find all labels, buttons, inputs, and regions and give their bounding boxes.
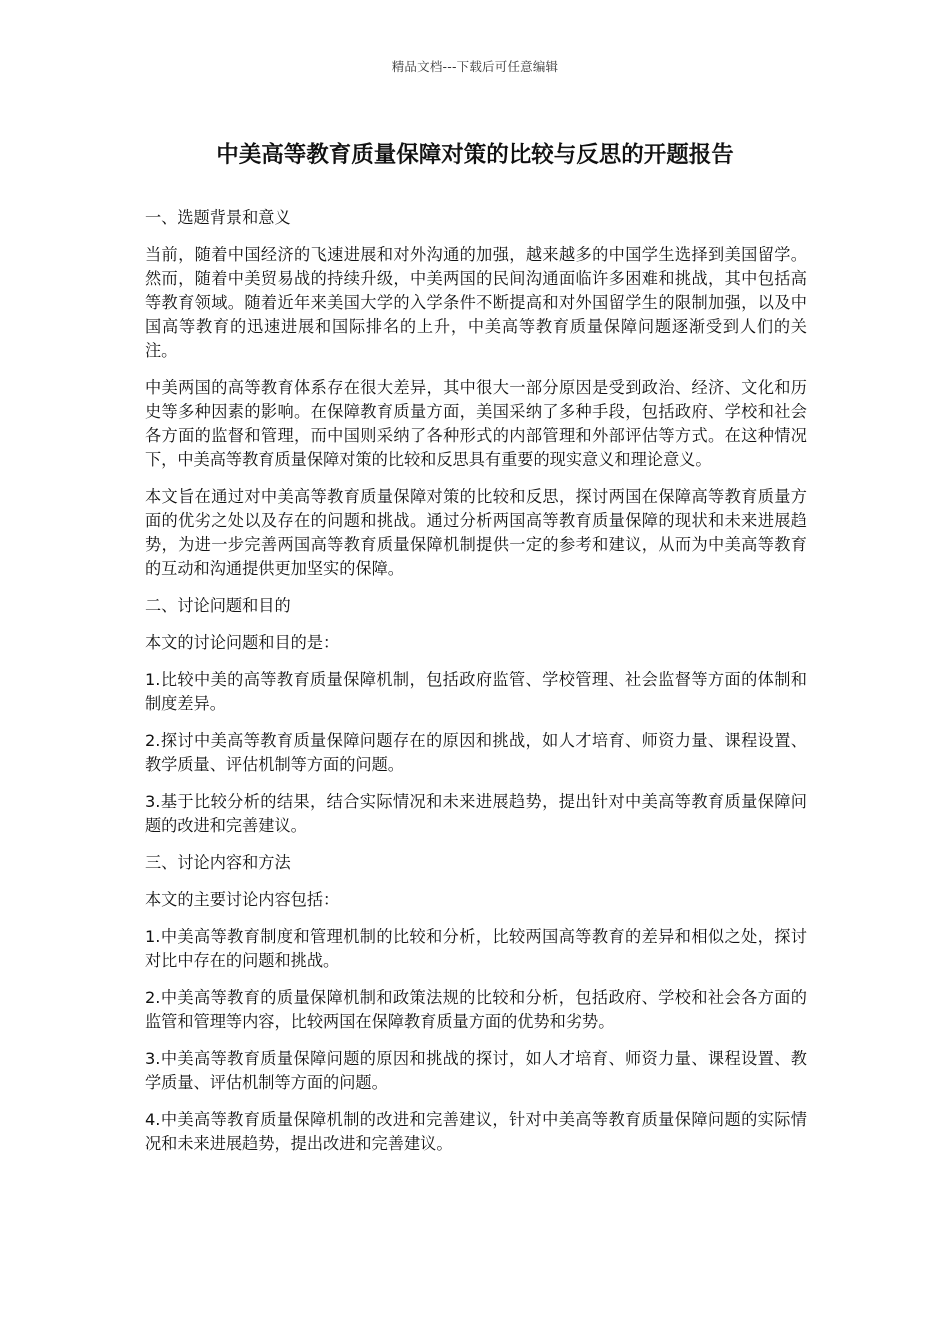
questions-intro: 本文的讨论问题和目的是： (145, 633, 340, 652)
background-paragraph-1: 当前，随着中国经济的飞速进展和对外沟通的加强，越来越多的中国学生选择到美国留学。然而，随着中美贸易战的持续升级，中美两国的民间沟通面临许多困难和挑战，其中包括高等教育领域。随着近年来美国大学的入学条件不断提高和对外国留学生的限制加强，以及中国高等教育的迅速进展和国际排名的上升，中美高等教育质量保障问题逐渐受到人们的关注。 (145, 245, 807, 360)
header-note: 精品文档---下载后可任意编辑 (391, 59, 559, 74)
background-paragraph-2: 中美两国的高等教育体系存在很大差异，其中很大一部分原因是受到政治、经济、文化和历史等多种因素的影响。在保障教育质量方面，美国采纳了多种手段，包括政府、学校和社会各方面的监督和管理，而中国则采纳了各种形式的内部管理和外部评估等方式。在这种情况下，中美高等教育质量保障对策的比较和反思具有重要的现实意义和理论意义。 (145, 378, 807, 469)
questions-item-3: 3.基于比较分析的结果，结合实际情况和未来进展趋势，提出针对中美高等教育质量保障问题的改进和完善建议。 (145, 792, 807, 835)
section-heading-content: 三、讨论内容和方法 (145, 853, 291, 872)
section-heading-questions: 二、讨论问题和目的 (145, 596, 291, 615)
content-intro: 本文的主要讨论内容包括： (145, 890, 340, 909)
content-item-1: 1.中美高等教育制度和管理机制的比较和分析，比较两国高等教育的差异和相似之处，探讨对比中存在的问题和挑战。 (145, 927, 807, 970)
section-heading-background: 一、选题背景和意义 (145, 208, 291, 227)
questions-item-1: 1.比较中美的高等教育质量保障机制，包括政府监管、学校管理、社会监督等方面的体制和制度差异。 (145, 670, 807, 713)
document-title: 中美高等教育质量保障对策的比较与反思的开题报告 (216, 142, 734, 168)
document-body (145, 206, 807, 1169)
content-item-3: 3.中美高等教育质量保障问题的原因和挑战的探讨，如人才培育、师资力量、课程设置、教学质量、评估机制等方面的问题。 (145, 1049, 807, 1092)
background-paragraph-3: 本文旨在通过对中美高等教育质量保障对策的比较和反思，探讨两国在保障高等教育质量方面的优劣之处以及存在的问题和挑战。通过分析两国高等教育质量保障的现状和未来进展趋势，为进一步完善两国高等教育质量保障机制提供一定的参考和建议，从而为中美高等教育的互动和沟通提供更加坚实的保障。 (145, 487, 807, 578)
questions-item-2: 2.探讨中美高等教育质量保障问题存在的原因和挑战，如人才培育、师资力量、课程设置、教学质量、评估机制等方面的问题。 (145, 731, 807, 774)
content-item-4: 4.中美高等教育质量保障机制的改进和完善建议，针对中美高等教育质量保障问题的实际情况和未来进展趋势，提出改进和完善建议。 (145, 1110, 807, 1153)
content-item-2: 2.中美高等教育的质量保障机制和政策法规的比较和分析，包括政府、学校和社会各方面的监管和管理等内容，比较两国在保障教育质量方面的优势和劣势。 (145, 988, 807, 1031)
